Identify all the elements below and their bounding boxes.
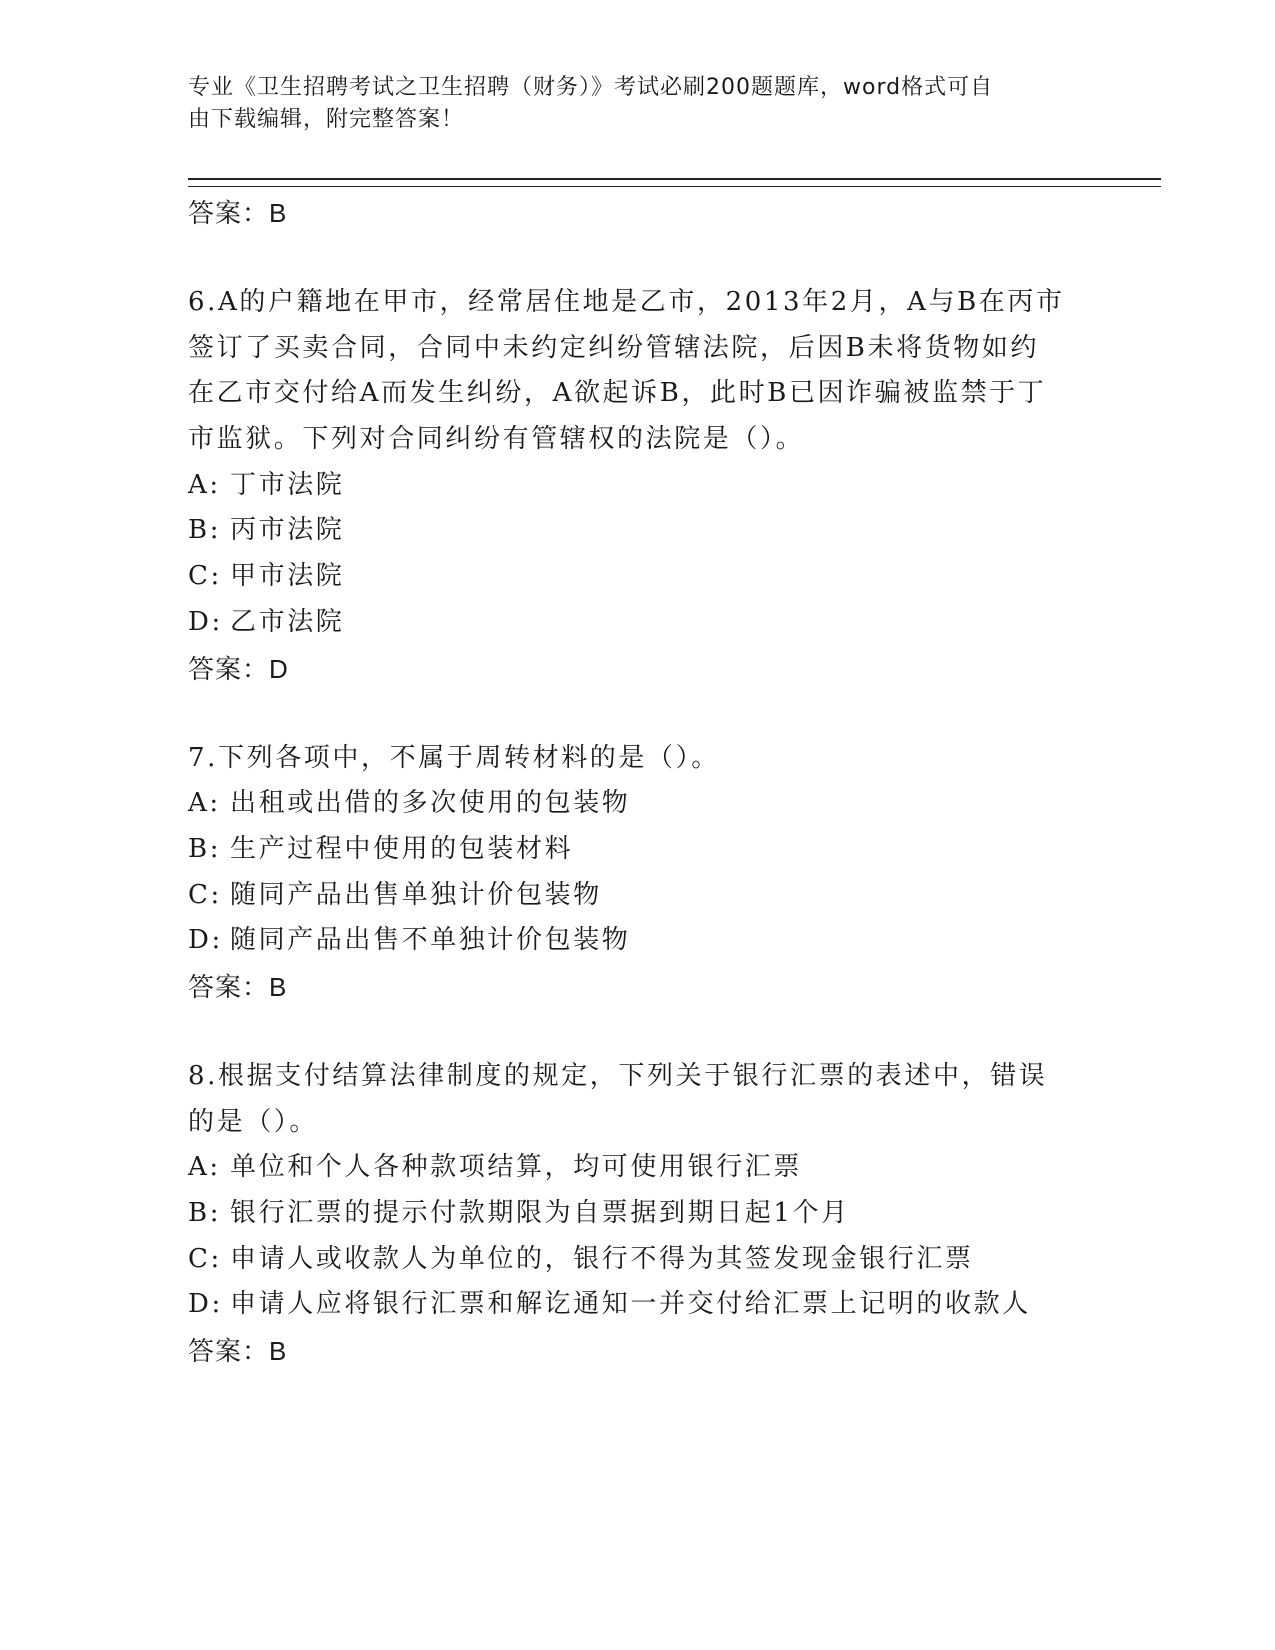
option-key: B: xyxy=(188,515,222,546)
option-c xyxy=(188,1237,1088,1283)
option-text: 乙市法院 xyxy=(230,606,345,637)
answer-line: 答案：B xyxy=(188,198,288,228)
header-line-2: 由下载编辑，附完整答案！ xyxy=(188,107,465,132)
option-key: A: xyxy=(188,788,221,819)
option-text: 出租或出借的多次使用的包装物 xyxy=(230,788,631,819)
option-b xyxy=(188,1191,1088,1237)
option-d xyxy=(188,1282,1088,1328)
question-text-line: 签订了买卖合同，合同中未约定纠纷管辖法院，后因B未将货物如约 xyxy=(188,332,1040,363)
option-c xyxy=(188,873,1088,919)
question-8 xyxy=(188,1054,1088,1374)
question-text-line: 7.下列各项中，不属于周转材料的是（）。 xyxy=(188,742,720,773)
option-key: C: xyxy=(188,879,222,910)
option-a xyxy=(188,781,1088,827)
option-b xyxy=(188,508,1088,554)
option-key: A: xyxy=(188,469,221,500)
answer-line: 答案：B xyxy=(188,971,288,1002)
question-text-line: 在乙市交付给A而发生纠纷，A欲起诉B，此时B已因诈骗被监禁于丁 xyxy=(188,378,1047,409)
option-key: C: xyxy=(188,1243,222,1274)
header-line-1: 专业《卫生招聘考试之卫生招聘（财务）》考试必刷200题题库，word格式可自 xyxy=(188,75,994,100)
question-text-line: 市监狱。下列对合同纠纷有管辖权的法院是（）。 xyxy=(188,424,805,455)
document-body xyxy=(188,190,1088,1374)
question-6 xyxy=(188,280,1088,692)
option-key: A: xyxy=(188,1152,221,1183)
question-text-line: 的是（）。 xyxy=(188,1106,319,1137)
option-text: 单位和个人各种款项结算，均可使用银行汇票 xyxy=(230,1152,803,1183)
option-key: C: xyxy=(188,561,222,592)
header-divider xyxy=(188,178,1161,187)
option-key: B: xyxy=(188,1198,222,1228)
option-b xyxy=(188,827,1088,873)
option-text: 丁市法院 xyxy=(230,469,345,500)
question-7 xyxy=(188,736,1088,1010)
answer-line: 答案：B xyxy=(188,1336,288,1367)
option-text: 银行汇票的提示付款期限为自票据到期日起1个月 xyxy=(230,1198,850,1228)
option-text: 随同产品出售单独计价包装物 xyxy=(230,879,602,910)
option-key: D: xyxy=(188,1289,223,1320)
option-a xyxy=(188,463,1088,509)
option-text: 生产过程中使用的包装材料 xyxy=(230,833,574,864)
option-text: 甲市法院 xyxy=(230,561,345,592)
option-text: 随同产品出售不单独计价包装物 xyxy=(230,925,631,956)
option-text: 丙市法院 xyxy=(230,515,345,546)
option-a xyxy=(188,1145,1088,1191)
option-d xyxy=(188,918,1088,964)
question-text-line: 6.A的户籍地在甲市，经常居住地是乙市，2013年2月，A与B在丙市 xyxy=(188,287,1065,317)
option-c xyxy=(188,554,1088,600)
question-text-line: 8.根据支付结算法律制度的规定，下列关于银行汇票的表述中，错误 xyxy=(188,1060,1048,1091)
option-d xyxy=(188,600,1088,646)
option-key: D: xyxy=(188,606,223,637)
option-key: B: xyxy=(188,833,222,864)
document-header xyxy=(188,72,1068,136)
option-text: 申请人应将银行汇票和解讫通知一并交付给汇票上记明的收款人 xyxy=(230,1289,1031,1320)
option-text: 申请人或收款人为单位的，银行不得为其签发现金银行汇票 xyxy=(230,1243,974,1274)
answer-line: 答案：D xyxy=(188,653,289,684)
option-key: D: xyxy=(188,925,223,956)
